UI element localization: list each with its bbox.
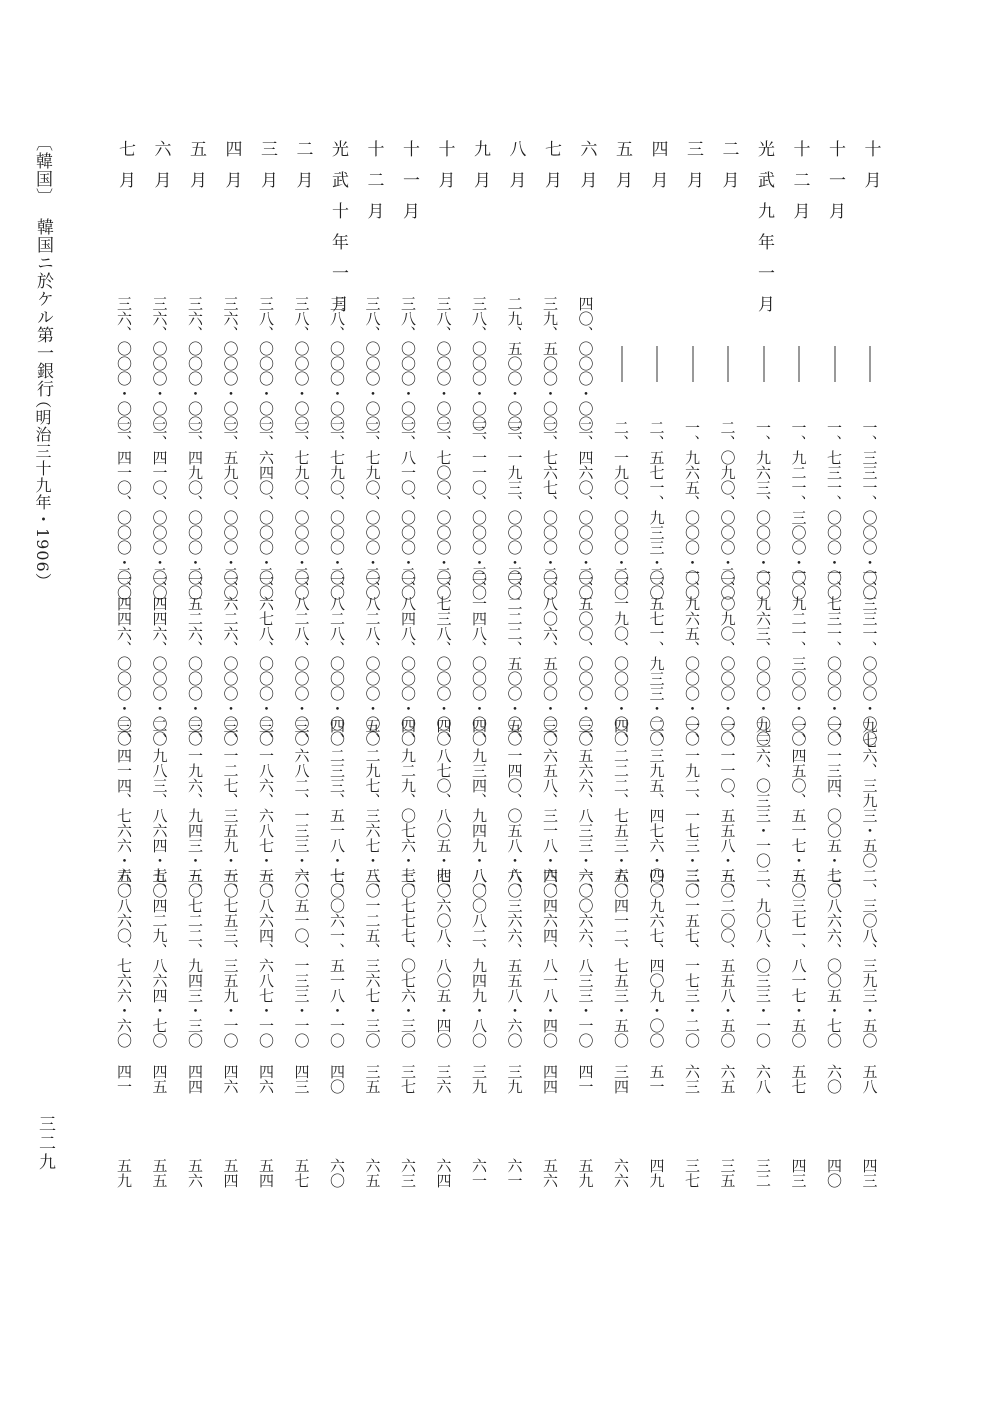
table-cell-c6: 三五 [363,1064,382,1094]
table-cell-c6: 五一 [647,1064,666,1094]
table-cell-c1: 三八、〇〇〇・〇〇 [434,296,453,431]
table-cell-c5: 六、五一〇、一三三・一〇 [292,868,311,1048]
month-label: 十月 [434,140,455,202]
empty-dash [799,346,800,382]
table-cell-c6: 三四 [612,1064,630,1094]
table-cell-c6: 六五 [718,1064,737,1094]
table-cell-c5: 二、八六六、〇〇五・七〇 [825,868,843,1048]
table-cell-c6: 四一 [115,1064,133,1094]
table-cell-c2: 一、七三一、〇〇〇・〇〇 [825,420,843,600]
table-cell-c5: 五、七二二、九四三・三〇 [186,868,204,1048]
table-cell-c5: 八、〇八二、九四九・八〇 [470,868,488,1048]
empty-dash [621,346,622,382]
table-cell-c6: 三九 [470,1064,488,1094]
table-cell-c1: 三八、〇〇〇・〇〇 [399,296,417,431]
table-cell-c1: 三六、〇〇〇・〇〇 [150,296,169,431]
table-cell-c1: 三八、〇〇〇・〇〇 [363,296,382,431]
table-cell-c1: 三八、〇〇〇・〇〇 [470,296,488,431]
table-cell-c7: 五九 [576,1158,595,1188]
month-label: 三月 [683,140,703,202]
table-cell-c6: 四三 [292,1064,311,1094]
table-cell-c5: 八、三六六、五五八・六〇 [505,868,524,1048]
table-cell-c1: 三六、〇〇〇・〇〇 [221,296,240,431]
table-cell-c3: 二、五二六、〇〇〇・〇〇 [186,566,204,746]
header-label: 〔韓国〕 [32,134,52,206]
table-cell-c2: 三、一一〇、〇〇〇・〇〇 [470,420,488,600]
table-cell-c7: 四三 [860,1158,879,1188]
table-cell-c3: 一、七三一、〇〇〇・〇〇 [825,566,843,746]
table-cell-c3: 二、五七一、九三三・〇〇 [647,566,666,746]
table-cell-c4: 五、一四〇、〇五八・六〇 [505,718,524,898]
table-cell-c2: 二、七九〇、〇〇〇・〇〇 [363,420,382,600]
month-label: 十二月 [789,140,810,233]
table-cell-c2: 二、四六〇、〇〇〇・〇〇 [576,420,595,600]
table-cell-c7: 三二 [754,1158,772,1188]
table-cell-c4: 一、一九二、一七三・二〇 [683,718,701,898]
table-cell-c4: 九七六、三九三・五〇 [860,718,879,868]
table-cell-c5: 三、二〇〇、五五八・五〇 [718,868,737,1048]
table-cell-c6: 三九 [505,1064,524,1094]
table-cell-c3: 二、六二六、〇〇〇・〇〇 [221,566,240,746]
table-cell-c6: 四六 [221,1064,240,1094]
table-cell-c2: 二、〇九〇、〇〇〇・〇〇 [718,420,737,600]
month-label: 十一月 [399,140,419,233]
table-cell-c6: 四五 [150,1064,169,1094]
table-cell-c5: 三、三七一、八一七・五〇 [789,868,808,1048]
table-cell-c6: 三七 [399,1064,417,1094]
table-cell-c7: 三七 [683,1158,701,1188]
table-cell-c5: 七、七七七、〇七六・三〇 [399,868,417,1048]
table-cell-c5: 四、九六七、四〇九・〇〇 [647,868,666,1048]
table-cell-c4: 三、四一四、七六六・六〇 [115,718,133,898]
table-cell-c6: 四六 [257,1064,275,1094]
table-cell-c6: 四〇 [328,1064,346,1094]
table-cell-c7: 六六 [612,1158,630,1188]
month-label: 光武九年一月 [754,140,774,326]
table-cell-c3: 二、四四六、〇〇〇・〇〇 [115,566,133,746]
month-label: 七月 [115,140,135,202]
table-cell-c2: 二、四九〇、〇〇〇・〇〇 [186,420,204,600]
table-cell-c6: 五七 [789,1064,808,1094]
table-cell-c7: 六一 [505,1158,524,1188]
table-cell-c2: 二、四一〇、〇〇〇・〇〇 [150,420,169,600]
table-cell-c4: 三、一八六、六八七・一〇 [257,718,275,898]
table-cell-c2: 二、五七一、九三三・〇〇 [647,420,666,600]
book-title: 韓国ニ於ケル第一銀行 [33,218,53,398]
month-label: 五月 [612,140,632,202]
table-cell-c3: 二、八二八、〇〇〇・〇〇 [292,566,311,746]
table-cell-c4: 五、二九七、三六七・三〇 [363,718,382,898]
table-cell-c3: 二、八四八、〇〇〇・〇〇 [399,566,417,746]
table-cell-c5: 三、一五七、一七三・二〇 [683,868,701,1048]
month-label: 四月 [647,140,668,202]
table-cell-c3: 二、一九〇、〇〇〇・〇〇 [612,566,630,746]
table-cell-c5: 二、九〇八、〇三三・一〇 [754,868,772,1048]
table-cell-c7: 六五 [363,1158,382,1188]
table-cell-c6: 六八 [754,1064,772,1094]
table-cell-c6: 四四 [541,1064,559,1094]
table-cell-c2: 二、七九〇、〇〇〇・〇〇 [328,420,346,600]
table-cell-c2: 一、九六三、〇〇〇・〇〇 [754,420,772,600]
table-cell-c5: 六、〇六六、八三三・一〇 [576,868,595,1048]
table-cell-c2: 二、七〇〇、〇〇〇・〇〇 [434,420,453,600]
month-label: 六月 [150,140,171,202]
table-cell-c7: 六〇 [328,1158,346,1188]
empty-dash [728,346,729,382]
table-cell-c6: 四四 [186,1064,204,1094]
table-cell-c1: 三八、〇〇〇・〇〇 [328,296,346,431]
month-label: 九月 [470,140,490,202]
table-cell-c4: 三、五六六、八三三・一〇 [576,718,595,898]
table-cell-c1: 三六、〇〇〇・〇〇 [115,296,133,431]
table-cell-c2: 三、一九三、〇〇〇・〇〇 [505,420,524,600]
table-cell-c5: 五、七五三、三五九・一〇 [221,868,240,1048]
table-cell-c4: 三、六八二、一三三・一〇 [292,718,311,898]
table-cell-c2: 二、七六七、〇〇〇・〇〇 [541,420,559,600]
table-cell-c2: 二、五九〇、〇〇〇・〇〇 [221,420,240,600]
table-cell-c3: 二、八二八、〇〇〇・〇〇 [363,566,382,746]
table-cell-c3: 二、五〇〇、〇〇〇・〇〇 [576,566,595,746]
table-cell-c7: 五四 [221,1158,240,1188]
table-cell-c7: 五四 [257,1158,275,1188]
empty-dash [692,346,693,382]
empty-dash [834,346,835,382]
table-cell-c7: 四九 [647,1158,666,1188]
month-label: 二月 [292,140,313,202]
table-cell-c6: 三六 [434,1064,453,1094]
page-number: 三二九 [35,1115,55,1172]
table-cell-c3: 一、九六三、〇〇〇・〇〇 [754,566,772,746]
table-cell-c7: 五九 [115,1158,133,1188]
table-cell-c5: 二、三〇八、三九三・五〇 [860,868,879,1048]
table-cell-c3: 一、九二一、三〇〇・〇〇 [789,566,808,746]
empty-dash [657,346,658,382]
table-cell-c5: 五、八六〇、七六六・六〇 [115,868,133,1048]
table-cell-c6: 五八 [860,1064,879,1094]
table-cell-c5: 五、四二九、八六四・七〇 [150,868,169,1048]
table-cell-c5: 七、〇六一、五一八・一〇 [328,868,346,1048]
table-cell-c4: 二、三九五、四七六・〇〇 [647,718,666,898]
table-cell-c7: 六三 [399,1158,417,1188]
table-cell-c6: 六三 [683,1064,701,1094]
table-cell-c3: 二、八二八、〇〇〇・〇〇 [328,566,346,746]
month-label: 六月 [576,140,597,202]
table-cell-c4: 四、九二九、〇七六・三〇 [399,718,417,898]
table-cell-c5: 六、四一二、七五三・五〇 [612,868,630,1048]
table-cell-c7: 五七 [292,1158,311,1188]
table-cell-c2: 二、六四〇、〇〇〇・〇〇 [257,420,275,600]
table-cell-c5: 五、八六四、六八七・一〇 [257,868,275,1048]
table-cell-c2: 二、四一〇、〇〇〇・〇〇 [115,420,133,600]
table-cell-c4: 四、八七〇、八〇五・四〇 [434,718,453,898]
table-cell-c3: 一、三三一、〇〇〇・〇〇 [860,566,879,746]
table-cell-c7: 六四 [434,1158,453,1188]
table-cell-c4: 二、九八三、八六四・七〇 [150,718,169,898]
table-cell-c2: 一、九六五、〇〇〇・〇〇 [683,420,701,600]
table-cell-c2: 二、一九〇、〇〇〇・〇〇 [612,420,630,600]
table-cell-c4: 三、一二七、三五九・一〇 [221,718,240,898]
month-label: 十一月 [825,140,845,233]
table-cell-c3: 二、〇九〇、〇〇〇・〇〇 [718,566,737,746]
table-cell-c4: 四、二二二、七五三・五〇 [612,718,630,898]
table-cell-c2: 二、七九〇、〇〇〇・〇〇 [292,420,311,600]
month-label: 二月 [718,140,739,202]
table-cell-c7: 三五 [718,1158,737,1188]
table-cell-c2: 一、九二一、三〇〇・〇〇 [789,420,808,600]
month-label: 光武十年一月 [328,140,348,326]
table-cell-c3: 一、九六五、〇〇〇・〇〇 [683,566,701,746]
table-cell-c7: 五六 [541,1158,559,1188]
table-cell-c4: 四、二三三、五一八・一〇 [328,718,346,898]
month-label: 五月 [186,140,206,202]
month-label: 八月 [505,140,526,202]
table-cell-c7: 四〇 [825,1158,843,1188]
table-cell-c1: 三六、〇〇〇・〇〇 [186,296,204,431]
table-cell-c5: 八、一二五、三六七・三〇 [363,868,382,1048]
table-cell-c4: 三、六五八、三一八・四〇 [541,718,559,898]
table-cell-c6: 四一 [576,1064,595,1094]
table-cell-c3: 二、四四六、〇〇〇・〇〇 [150,566,169,746]
table-cell-c5: 七、六〇八、八〇五・四〇 [434,868,453,1048]
month-label: 四月 [221,140,242,202]
table-cell-c2: 二、八一〇、〇〇〇・〇〇 [399,420,417,600]
table-cell-c3: 二、八〇六、五〇〇・〇〇 [541,566,559,746]
table-cell-c3: 三、二二二、五〇〇・〇〇 [505,566,524,746]
table-cell-c4: 四、九三四、九四九・八〇 [470,718,488,898]
month-label: 七月 [541,140,561,202]
month-label: 十二月 [363,140,384,233]
table-cell-c4: 三、一九六、九四三・三〇 [186,718,204,898]
table-cell-c7: 六一 [470,1158,488,1188]
table-cell-c3: 二、七三八、〇〇〇・〇〇 [434,566,453,746]
table-cell-c3: 三、一四八、〇〇〇・〇〇 [470,566,488,746]
table-cell-c4: 一、一一〇、五五八・五〇 [718,718,737,898]
empty-dash [763,346,764,382]
table-cell-c3: 二、六七八、〇〇〇・〇〇 [257,566,275,746]
month-label: 三月 [257,140,277,202]
table-cell-c1: 三八、〇〇〇・〇〇 [292,296,311,431]
empty-dash [870,346,871,382]
table-cell-c6: 六〇 [825,1064,843,1094]
month-label: 十月 [860,140,881,202]
table-cell-c5: 六、四六四、八一八・四〇 [541,868,559,1048]
table-cell-c1: 二九、五〇〇・〇〇 [505,296,524,431]
table-cell-c7: 四三 [789,1158,808,1188]
table-cell-c7: 五五 [150,1158,169,1188]
table-cell-c4: 九三六、〇三三・一〇 [754,718,772,868]
table-cell-c1: 三九、五〇〇・〇〇 [541,296,559,431]
table-cell-c7: 五六 [186,1158,204,1188]
table-cell-c2: 一、三三一、〇〇〇・〇〇 [860,420,879,600]
table-cell-c1: 三八、〇〇〇・〇〇 [257,296,275,431]
table-cell-c4: 一、一三四、〇〇五・七〇 [825,718,843,898]
table-cell-c1: 四〇、〇〇〇・〇〇 [576,296,595,431]
table-cell-c4: 一、四五〇、五一七・五〇 [789,718,808,898]
year-note: （明治三十九年・1906） [33,392,52,590]
